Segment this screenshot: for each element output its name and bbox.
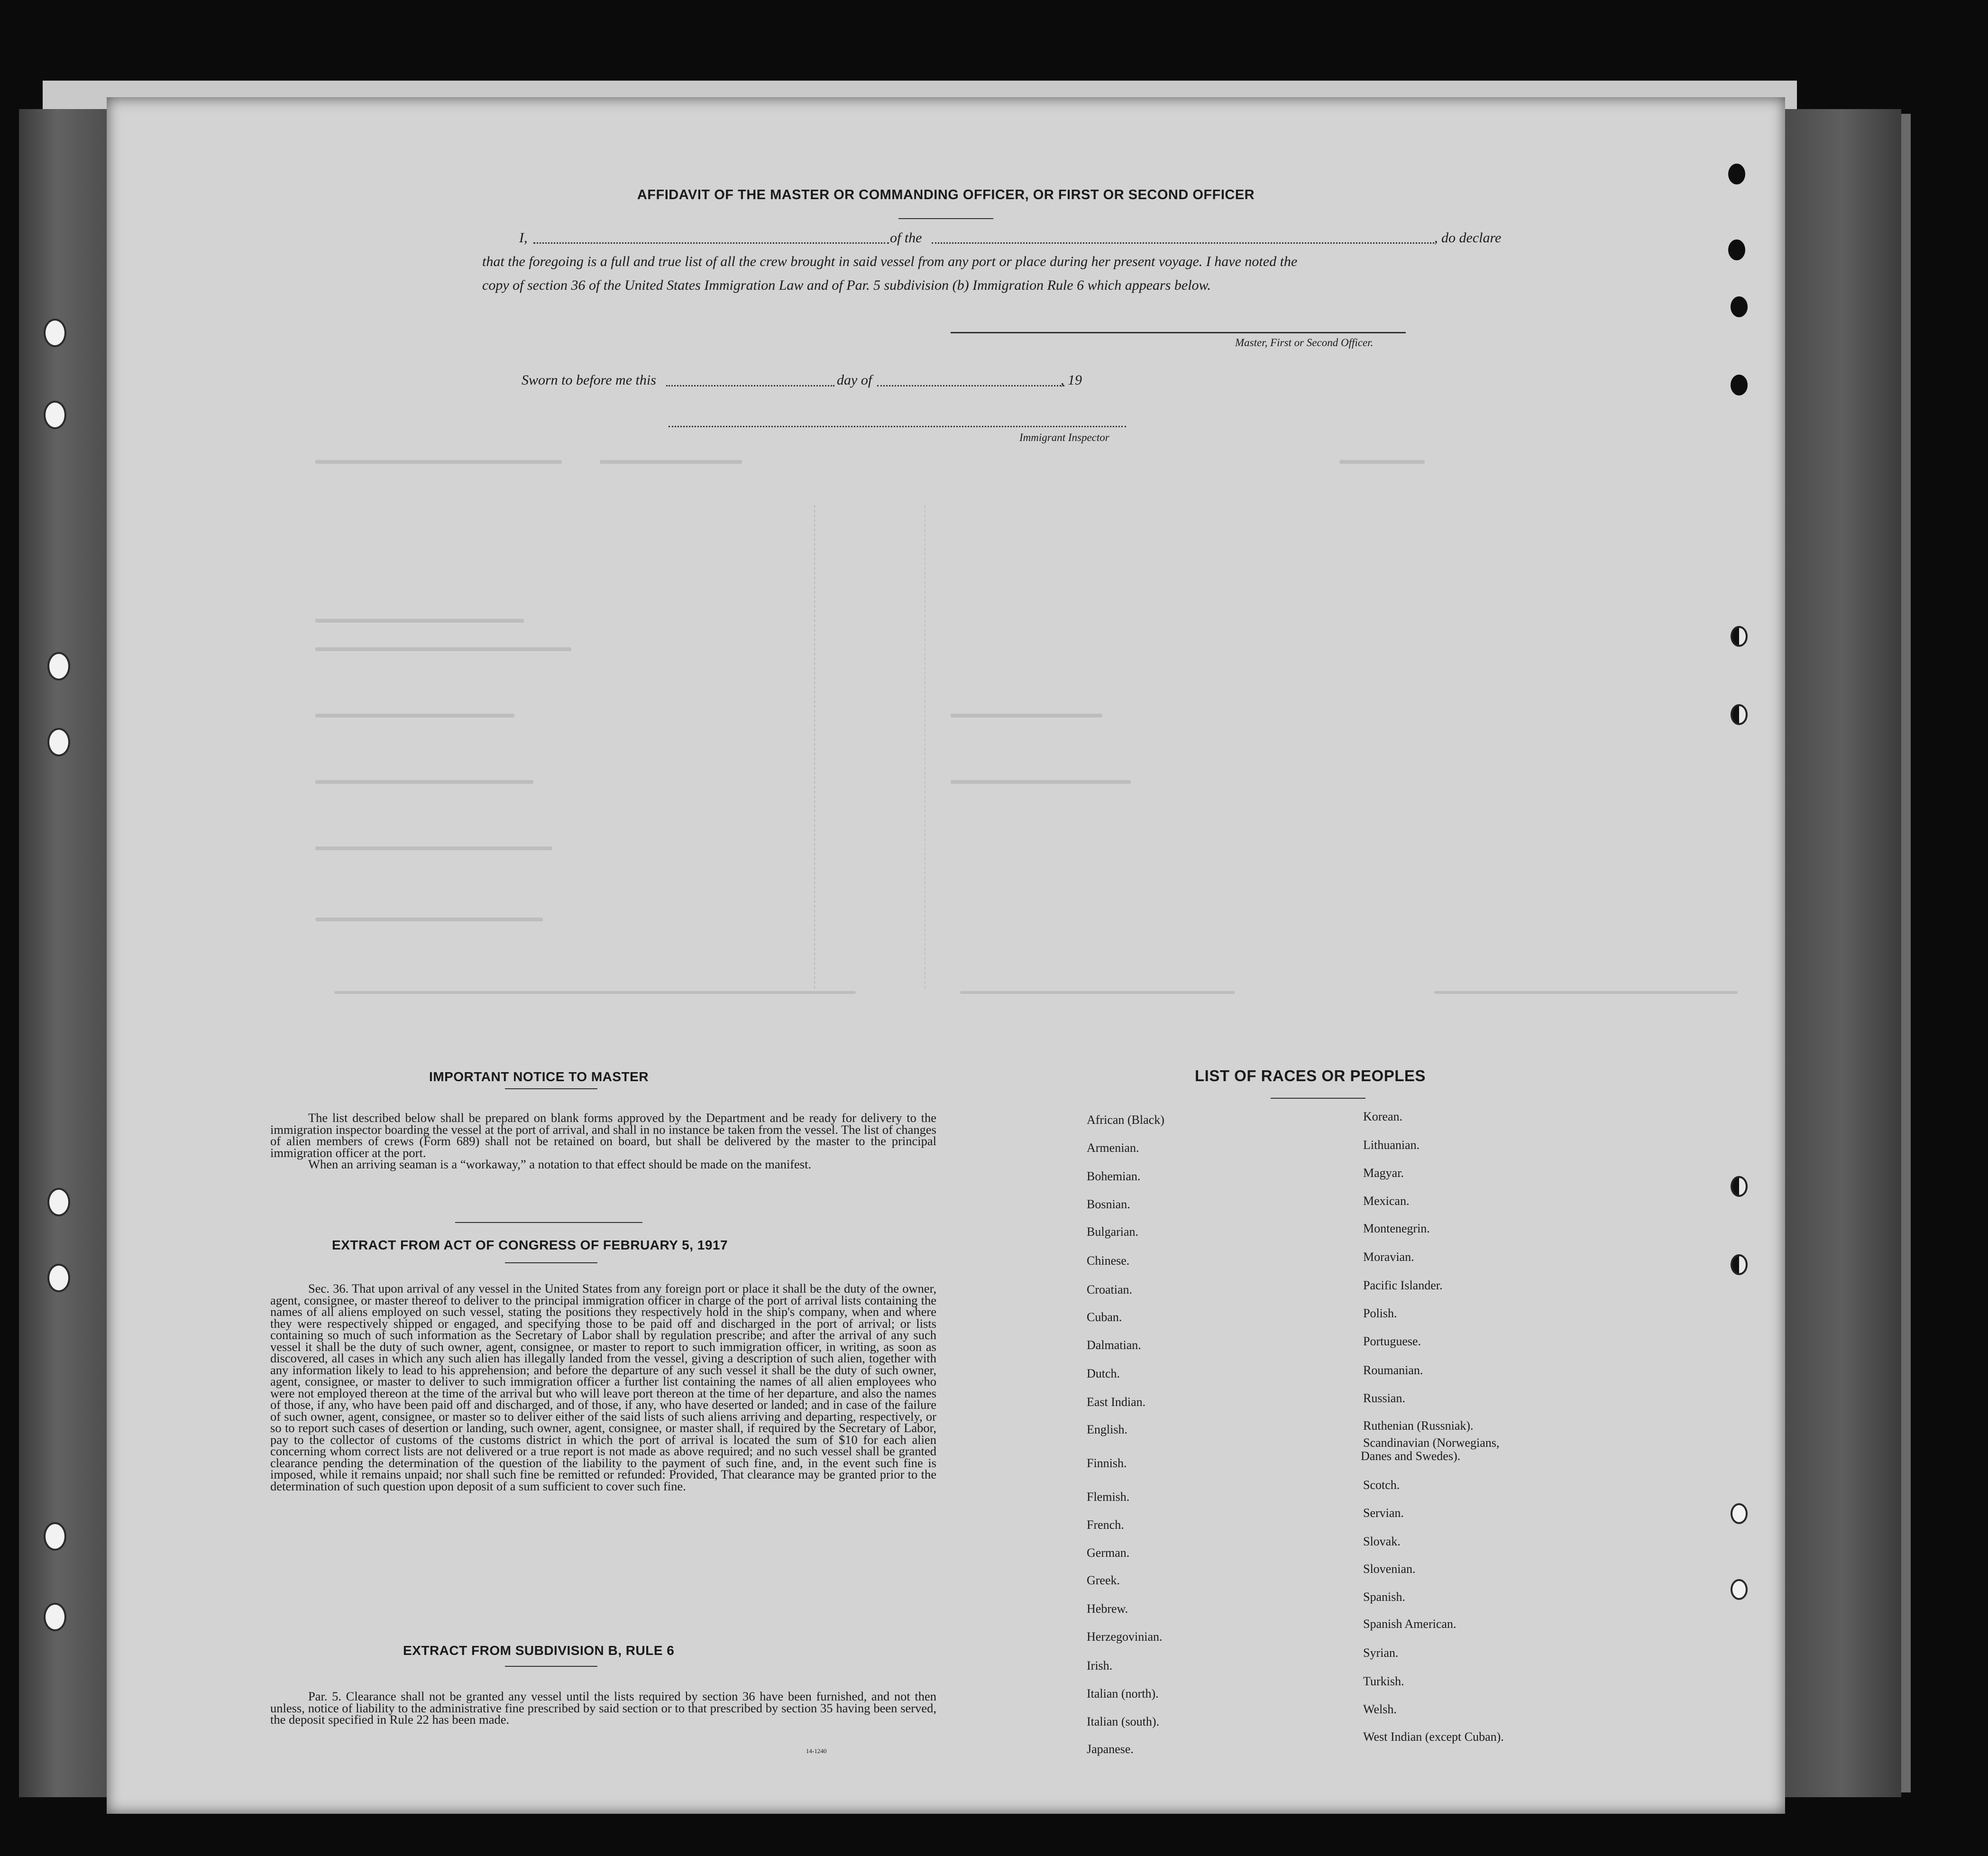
race-item: Armenian. — [1087, 1141, 1139, 1155]
extract-act-rule — [505, 1262, 597, 1263]
bleed-through-divider — [814, 505, 815, 989]
master-caption: Master, First or Second Officer. — [1235, 337, 1374, 349]
year-prefix: , 19 — [1061, 372, 1082, 388]
race-item: Portuguese. — [1363, 1334, 1421, 1348]
binder-hole — [47, 652, 70, 680]
affidavit-do-declare: , do declare — [1434, 230, 1502, 246]
extract-rule-text — [270, 1691, 936, 1726]
race-item: Polish. — [1363, 1306, 1397, 1320]
sworn-month-blank[interactable] — [877, 385, 1064, 386]
punch-mark — [1731, 1579, 1748, 1600]
notice-rule — [505, 1088, 597, 1089]
binder-hole — [44, 401, 66, 429]
bleed-through — [1434, 991, 1738, 994]
bleed-through — [600, 460, 742, 464]
form-number: 14-1240 — [806, 1747, 827, 1755]
affidavit-title: AFFIDAVIT OF THE MASTER OR COMMANDING OFFICER, OR FIRST OR SECOND OFFICER — [637, 187, 1255, 202]
extract-act-text — [270, 1283, 936, 1492]
bleed-through — [315, 619, 524, 623]
race-item: Scotch. — [1363, 1478, 1400, 1492]
race-item: Dutch. — [1087, 1367, 1120, 1380]
extract-rule-title: EXTRACT FROM SUBDIVISION B, RULE 6 — [403, 1643, 675, 1658]
bleed-through — [315, 647, 571, 651]
bleed-through — [951, 780, 1131, 784]
race-item: Cuban. — [1087, 1310, 1122, 1324]
binder-hole — [47, 1188, 70, 1216]
form-page — [107, 97, 1785, 1814]
race-item: West Indian (except Cuban). — [1363, 1730, 1504, 1744]
race-item: Spanish American. — [1363, 1617, 1457, 1631]
race-item: Greek. — [1087, 1573, 1120, 1587]
race-item: Pacific Islander. — [1363, 1278, 1443, 1292]
master-signature-line[interactable] — [951, 332, 1406, 333]
race-item: Lithuanian. — [1363, 1138, 1420, 1152]
bleed-through — [315, 460, 562, 464]
bleed-through — [951, 714, 1102, 717]
race-item: Irish. — [1087, 1659, 1113, 1672]
race-item: Servian. — [1363, 1506, 1404, 1520]
punch-mark — [1731, 1254, 1748, 1275]
binder-hole — [44, 319, 66, 347]
race-item: Italian (north). — [1087, 1687, 1159, 1700]
race-item: Flemish. — [1087, 1490, 1130, 1504]
inspector-signature-line[interactable] — [669, 426, 1126, 427]
race-item: Welsh. — [1363, 1702, 1397, 1716]
race-item: Ruthenian (Russniak). — [1363, 1419, 1474, 1433]
sworn-label: Sworn to before me this — [522, 372, 656, 388]
punch-mark — [1731, 704, 1748, 725]
binder-right-edge — [1783, 109, 1901, 1797]
race-item: Japanese. — [1087, 1742, 1134, 1756]
race-item: Hebrew. — [1087, 1602, 1128, 1616]
race-item: English. — [1087, 1423, 1127, 1436]
race-item: Turkish. — [1363, 1674, 1404, 1688]
races-rule — [1271, 1098, 1365, 1099]
vessel-blank-line[interactable] — [932, 242, 1434, 244]
name-blank-line[interactable] — [533, 242, 889, 244]
race-item: Moravian. — [1363, 1250, 1414, 1264]
day-of-label: day of — [837, 372, 872, 388]
races-title: LIST OF RACES OR PEOPLES — [1195, 1067, 1426, 1084]
race-item: Bulgarian. — [1087, 1225, 1139, 1239]
race-item: Magyar. — [1363, 1166, 1404, 1180]
inspector-caption: Immigrant Inspector — [1019, 432, 1109, 443]
bleed-through — [315, 846, 552, 850]
race-item: Roumanian. — [1363, 1363, 1423, 1377]
punch-mark — [1728, 164, 1745, 184]
bleed-through — [1339, 460, 1425, 464]
race-item: Herzegovinian. — [1087, 1630, 1163, 1644]
bleed-through — [315, 714, 514, 717]
notice-paragraph-2: When an arriving seaman is a “workaway,” a notation to that effect should be made on the manifest. — [308, 1157, 812, 1171]
race-item: East Indian. — [1087, 1395, 1146, 1409]
race-item: African (Black) — [1087, 1113, 1164, 1127]
bleed-through — [334, 991, 856, 994]
race-item: Danes and Swedes). — [1361, 1449, 1461, 1463]
race-item: Italian (south). — [1087, 1715, 1160, 1728]
notice-title: IMPORTANT NOTICE TO MASTER — [429, 1069, 649, 1084]
race-item: Finnish. — [1087, 1456, 1127, 1470]
binder-hole — [47, 728, 70, 756]
race-item: Chinese. — [1087, 1254, 1130, 1268]
race-item: Korean. — [1363, 1110, 1403, 1123]
extract-act-title: EXTRACT FROM ACT OF CONGRESS OF FEBRUARY 5, 1917 — [332, 1238, 728, 1252]
race-item: Spanish. — [1363, 1590, 1405, 1604]
race-item: Bosnian. — [1087, 1197, 1130, 1211]
race-item: Slovak. — [1363, 1534, 1401, 1548]
bleed-through — [315, 918, 543, 921]
punch-mark — [1731, 1503, 1748, 1524]
notice-paragraph-1: The list described below shall be prepared on blank forms approved by the Department and be ready for delivery to the immigration inspector boarding the vessel at the port of arrival, and shall in no instance be taken from the vessel. The list of changes of alien members of crews (Form 689) shall not be retained on board, but shall be delivered by the master to the principal immigration officer at the port. — [270, 1111, 936, 1160]
race-item: Slovenian. — [1363, 1562, 1416, 1576]
race-item: Montenegrin. — [1363, 1222, 1430, 1235]
extract-rule-rule — [505, 1666, 597, 1667]
race-item: German. — [1087, 1546, 1130, 1560]
par-5-paragraph: Par. 5. Clearance shall not be granted any vessel until the lists required by section 36 have been furnished, and not then unless, notice of liability to the administrative fine prescribed by said section or to that prescribed by section 35 having been served, the deposit specified in Rule 22 has been made. — [270, 1689, 936, 1727]
race-item: Scandinavian (Norwegians, — [1363, 1436, 1500, 1450]
binder-left-edge — [19, 109, 114, 1797]
race-item: French. — [1087, 1518, 1124, 1532]
affidavit-i-label: I, — [519, 230, 528, 246]
race-item: Russian. — [1363, 1391, 1405, 1405]
title-rule — [898, 218, 993, 219]
binder-hole — [47, 1264, 70, 1292]
bleed-through — [960, 991, 1235, 994]
punch-mark — [1731, 626, 1748, 647]
binder-hole — [44, 1603, 66, 1631]
race-item: Mexican. — [1363, 1194, 1410, 1208]
punch-mark — [1731, 1176, 1748, 1197]
race-item: Dalmatian. — [1087, 1338, 1141, 1352]
punch-mark — [1728, 239, 1745, 260]
section-36-paragraph: Sec. 36. That upon arrival of any vessel in the United States from any foreign port or place it shall be the duty of the owner, agent, consignee, or master thereof to deliver to the principal immigration officer in charge of the port of arrival lists containing the names of all aliens employed on such vessel, stating the positions they respectively hold in the ship's company, when and where they were respectively shipped or engaged, and specifying those to be paid off and discharged in the port of arrival; or lists containing so much of such information as the Secretary of Labor shall by regulation prescribe; and after the arrival of any such vessel it shall be the duty of such owner, agent, consignee, or master to report to such immigration officer, in writing, as soon as discovered, all cases in which any such alien has illegally landed from the vessel, giving a description of such alien, together with any information likely to lead to his apprehension; and before the departure of any such vessel it shall be the duty of such owner, agent, consignee, or master to deliver to such immigration officer a further list containing the names of all alien employees who were not employed thereon at the time of the arrival but who will leave port thereon at the time of her departure, and also the names of those, if any, who have been paid off and discharged, and of those, if any, who have deserted or landed; and in case of the failure of such owner, agent, consignee, or master so to deliver either of the said lists of such aliens arriving and departing, respectively, or so to report such cases of desertion or landing, such owner, agent, consignee, or master shall, if required by the Secretary of Labor, pay to the collector of customs of the customs district in which the port of arrival is located the sum of $10 for each alien concerning whom correct lists are not delivered or a true report is not made as above required; and no such vessel shall be granted clearance pending the determination of the question of the liability to the payment of such fine, and, in the event such fine is imposed, while it remains unpaid; nor shall such fine be remitted or refunded: Provided, That clearance may be granted prior to the determination of such question upon deposit of a sum sufficient to cover such fine. — [270, 1281, 936, 1493]
punch-mark — [1731, 375, 1748, 395]
race-item: Bohemian. — [1087, 1169, 1141, 1183]
section-rule — [455, 1222, 642, 1223]
affidavit-line-2: that the foregoing is a full and true list of all the crew brought in said vessel from any port or place during her present voyage. I have noted the — [482, 254, 1298, 269]
punch-mark — [1731, 296, 1748, 317]
notice-text — [270, 1112, 936, 1170]
race-item: Croatian. — [1087, 1283, 1133, 1296]
binder-hole — [44, 1522, 66, 1551]
race-item: Syrian. — [1363, 1646, 1399, 1660]
bleed-through — [315, 780, 533, 784]
affidavit-of-the: of the — [890, 230, 922, 246]
affidavit-line-3: copy of section 36 of the United States Immigration Law and of Par. 5 subdivision (b) Immigration Rule 6 which appears below. — [482, 277, 1211, 293]
sworn-day-blank[interactable] — [666, 385, 834, 386]
